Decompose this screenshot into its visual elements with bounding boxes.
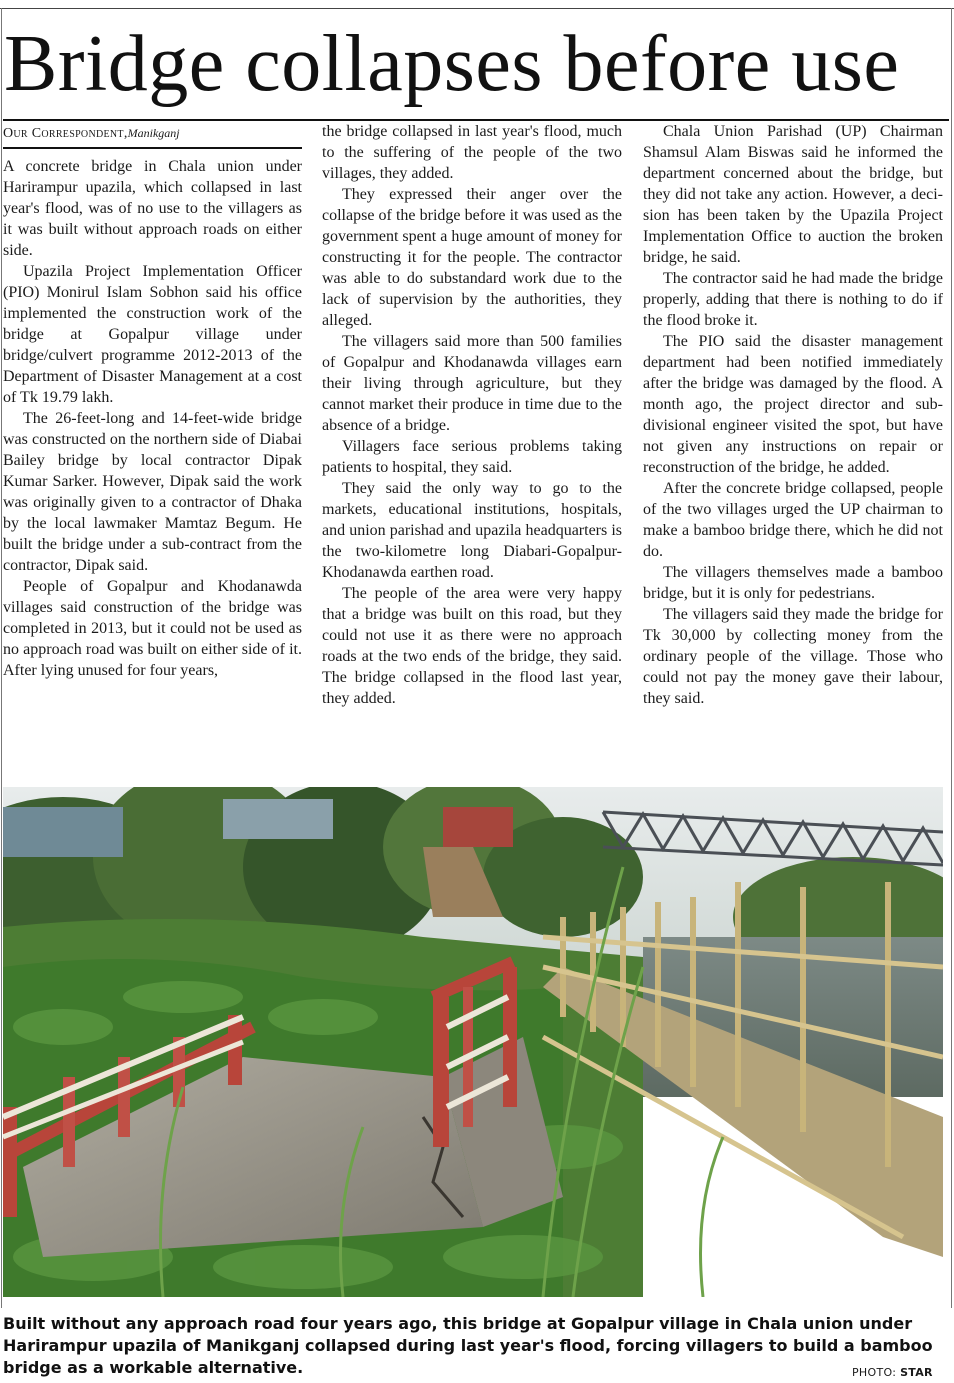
byline	[3, 123, 303, 144]
article-paragraph: After the concrete bridge collapsed, people of the two villages urged the UP chairman to make a bamboo bridge there, which he did not do.	[643, 480, 943, 560]
article-column-2	[322, 121, 622, 709]
article-paragraph: People of Gopalpur and Khodanawda villages said construction of the bridge was completed in 2013, but it could not be used as no approach road was built on either side of it. After lying unused for four years,	[3, 578, 302, 679]
right-border-rule	[951, 8, 952, 1308]
article-column-3	[643, 121, 943, 709]
article-headline: Bridge collapses before use	[4, 20, 900, 108]
article-paragraph: They expressed their anger over the collapse of the bridge before it was used as the government spent a huge amount of money for constructing it for the people. The contractor was able to do substandard work due to the lack of supervision by the authorities, they alleged.	[322, 186, 622, 329]
article-paragraph: The villagers said more than 500 families of Gopalpur and Khodanawda villages earn their living through agriculture, but they cannot market their produce in time due to the absence of a bridge.	[322, 333, 622, 434]
photo-credit-label: PHOTO:	[852, 1366, 897, 1379]
article-column-1	[3, 156, 302, 681]
article-paragraph: They said the only way to go to the markets, educational institutions, hospitals, and union parishad and upazila headquarters is the two-kilometre long Diabari-Gopalpur-Khodanawda earthen road.	[322, 480, 622, 581]
byline-location: Manikganj	[127, 126, 180, 140]
article-photo	[3, 787, 943, 1297]
left-border-rule	[1, 8, 2, 1308]
article-paragraph: The people of the area were very happy that a bridge was built on this road, but they could not use it as there were no approach roads at the two ends of the bridge, they said. The bridge collapsed in the flood last year, they added.	[322, 585, 622, 707]
article-paragraph: Chala Union Parishad (UP) Chairman Shamsul Alam Biswas said he informed the department concerned about the bridge, but they did not take any action. However, a decision has been taken by the Upazila Project Implementation Office to auction the broken bridge, he said.	[643, 123, 943, 266]
article-paragraph: The 26-feet-long and 14-feet-wide bridge was constructed on the northern side of Diabai Bailey bridge by local contractor Dipak Kumar Sarker. However, Dipak said the work was originally given to a contractor of Dhaka by the local lawmaker Mamtaz Begum. He built the bridge under a sub-contract from the contractor, Dipak said.	[3, 410, 302, 574]
article-paragraph: The villagers said they made the bridge for Tk 30,000 by collecting money from the ordinary people of the village. Those who could not pay the money gave their labour, they said.	[643, 606, 943, 707]
byline-correspondent: Our Correspondent,	[3, 126, 128, 141]
collapsed-bridge-photo	[3, 787, 943, 1297]
photo-caption: Built without any approach road four years ago, this bridge at Gopalpur village in Chala union under Harirampur upazila of Manikganj collapsed during last year's flood, forcing villagers to build a bamboo bridge as a workable alternative.	[3, 1314, 933, 1377]
top-border-rule	[0, 8, 954, 9]
article-paragraph: The villagers themselves made a bamboo bridge, but it is only for pedestrians.	[643, 564, 943, 602]
article-paragraph: Upazila Project Implementation Officer (PIO) Monirul Islam Sobhon said his office implemented the construction work of the bridge at Gopalpur village under bridge/culvert programme 2012-2013 of the Department of Disaster Management at a cost of Tk 19.79 lakh.	[3, 263, 302, 406]
byline-rule	[3, 147, 302, 149]
article-paragraph: The contractor said he had made the bridge properly, adding that there is nothing to do if the flood broke it.	[643, 270, 943, 329]
article-paragraph: the bridge collapsed in last year's flood, much to the suffering of the people of the two villages, they added.	[322, 123, 622, 182]
photo-credit	[852, 1366, 933, 1380]
photo-credit-name: STAR	[900, 1366, 933, 1379]
article-paragraph: A concrete bridge in Chala union under Harirampur upazila, which collapsed in last year's flood, was of no use to the villagers as it was built without approach roads on either side.	[3, 158, 302, 259]
article-paragraph: Villagers face serious problems taking patients to hospital, they said.	[322, 438, 622, 476]
article-paragraph: The PIO said the disaster management department had been notified immediately after the bridge was damaged by the flood. A month ago, the project director and sub-divisional engineer visited the spot, but have not given any instructions on repair or reconstruction of the bridge, he added.	[643, 333, 943, 476]
